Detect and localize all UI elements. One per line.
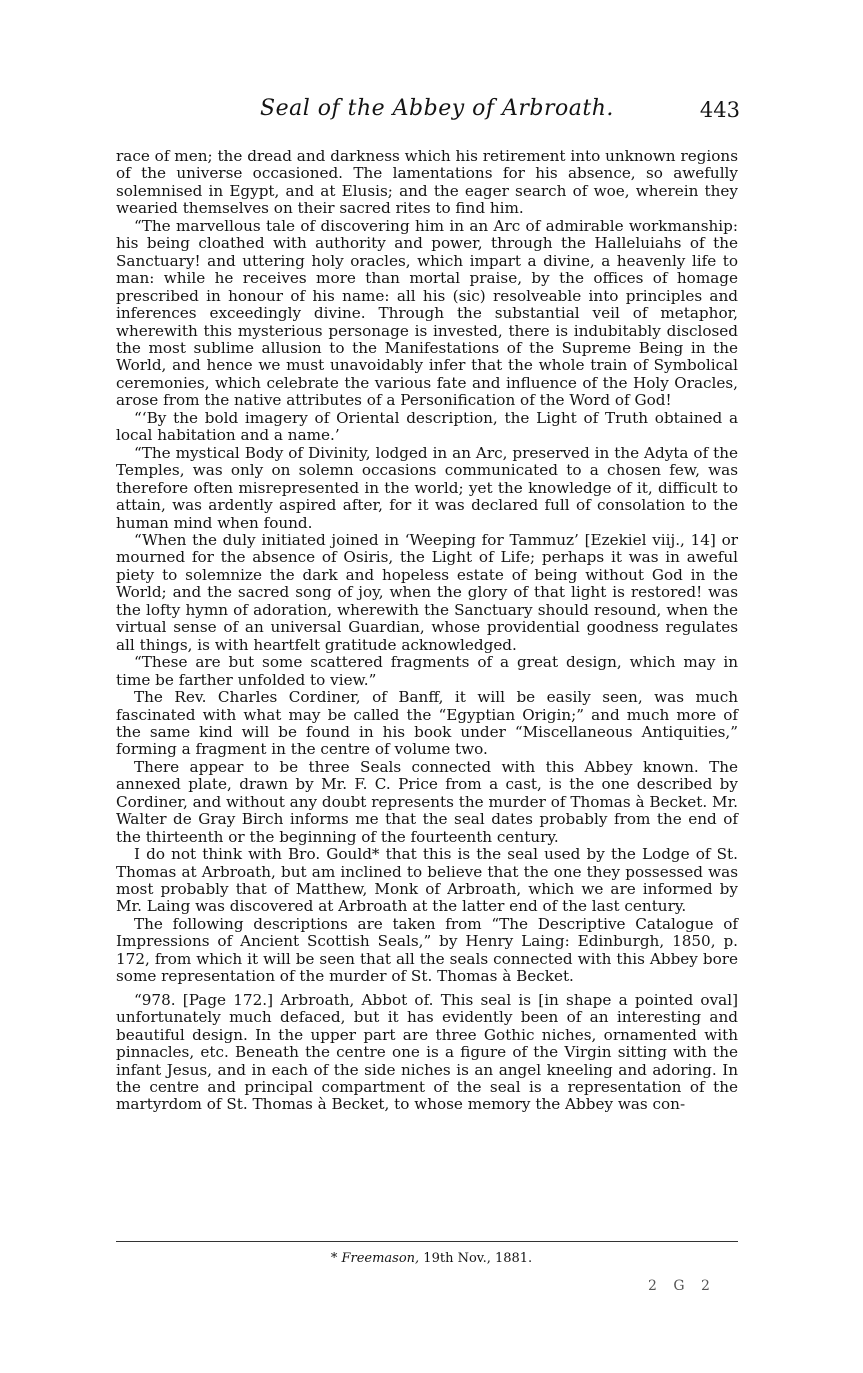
paragraph: “The mystical Body of Divinity, lodged in an Arc, preserved in the Adyta of the Temples, was only on solemn occasions communicated to a chosen few, was therefore often misrepresented in the world; yet the knowledge of it, difficult to attain, was ardently aspired after, for it was declared full of consolation to the human mind when found. — [116, 443, 738, 532]
paragraph: “The marvellous tale of discovering him in an Arc of admirable workmanship: his being cloathed with authority and power, through the Halleluiahs of the Sanctuary! and uttering holy oracles, which impart a divine, a heavenly life to man: while he receives more than mortal praise, by the offices of homage prescribed in honour of his name: all his (sic) resolveable into principles and inferences exceedingly divine. Through the substantial veil of metaphor, wherewith this mysterious personage is invested, there is indubitably disclosed the most sublime allusion to the Manifestations of the Supreme Being in the World, and hence we must unavoidably infer that the whole train of Symbolical ceremonies, which celebrate the various fate and influence of the Holy Oracles, arose from the native attributes of a Personification of the Word of God! — [116, 216, 738, 410]
paragraph: race of men; the dread and darkness which his retirement into unknown regions of the universe occasioned. The lamentations for his absence, so awefully solemnised in Egypt, and at Elusis; and the eager search of woe, wherein they wearied themselves on their sacred rites to find him. — [116, 147, 738, 218]
paragraph: “‘By the bold imagery of Oriental description, the Light of Truth obtained a local habitation and a name.’ — [116, 408, 738, 445]
signature-mark: 2 G 2 — [648, 1278, 716, 1294]
footnote-source: Freemason, — [341, 1251, 420, 1266]
body-text — [116, 148, 738, 1114]
paragraph: There appear to be three Seals connected with this Abbey known. The annexed plate, drawn by Mr. F. C. Price from a cast, is the one described by Cordiner, and without any doubt represents the murder of Thomas à Becket. Mr. Walter de Gray Birch informs me that the seal dates probably from the end of the thirteenth or the beginning of the fourteenth century. — [116, 757, 738, 846]
paragraph: “These are but some scattered fragments of a great design, which may in time be farther unfolded to view.” — [116, 653, 738, 689]
paragraph: The following descriptions are taken from “The Descriptive Catalogue of Impressions of Ancient Scottish Seals,” by Henry Laing: Edinburgh, 1850, p. 172, from which it will be seen that all the seals connected with this Abbey bore some representation of the murder of St. Thomas à Becket. — [116, 914, 738, 986]
paragraph: “978. [Page 172.] Arbroath, Abbot of. This seal is [in shape a pointed oval] unfortunately much defaced, but it has evidently been of an interesting and beautiful design. In the upper part are three Gothic niches, ornamented with pinnacles, etc. Beneath the centre one is a figure of the Virgin sitting with the infant Jesus, and in each of the side niches is an angel kneeling and adoring. In the centre and principal compartment of the seal is a representation of the martyrdom of St. Thomas à Becket, to whose memory the Abbey was con- — [116, 990, 738, 1114]
paragraph: The Rev. Charles Cordiner, of Banff, it will be easily seen, was much fascinated with what may be called the “Egyptian Origin;” and much more of the same kind will be found in his book under “Miscellaneous Antiquities,” forming a fragment in the centre of volume two. — [116, 688, 738, 759]
footnote-marker: * — [330, 1251, 338, 1266]
running-header — [110, 96, 740, 132]
running-title: Seal of the Abbey of Arbroath. — [260, 96, 614, 121]
paragraph: “When the duly initiated joined in ‘Weeping for Tammuz’ [Ezekiel viij., 14] or mourned for the absence of Osiris, the Light of Life; perhaps it was in aweful piety to solemnize the dark and hopeless estate of being without God in the World; and the sacred song of joy, when the glory of that light is restored! was the lofty hymn of adoration, wherewith the Sanctuary should resound, when the virtual sense of an universal Guardian, whose providential goodness regulates all things, is with heartfelt gratitude acknowledged. — [116, 530, 738, 654]
footnote-date: 19th Nov., 1881. — [423, 1251, 533, 1266]
paragraph: I do not think with Bro. Gould* that this is the seal used by the Lodge of St. Thomas at Arbroath, but am inclined to believe that the one they possessed was most probably that of Matthew, Monk of Arbroath, which we are informed by Mr. Laing was discovered at Arbroath at the latter end of the last century. — [116, 845, 738, 916]
page-number: 443 — [699, 98, 740, 122]
footnote-rule — [116, 1241, 738, 1242]
footnote — [0, 1251, 863, 1266]
